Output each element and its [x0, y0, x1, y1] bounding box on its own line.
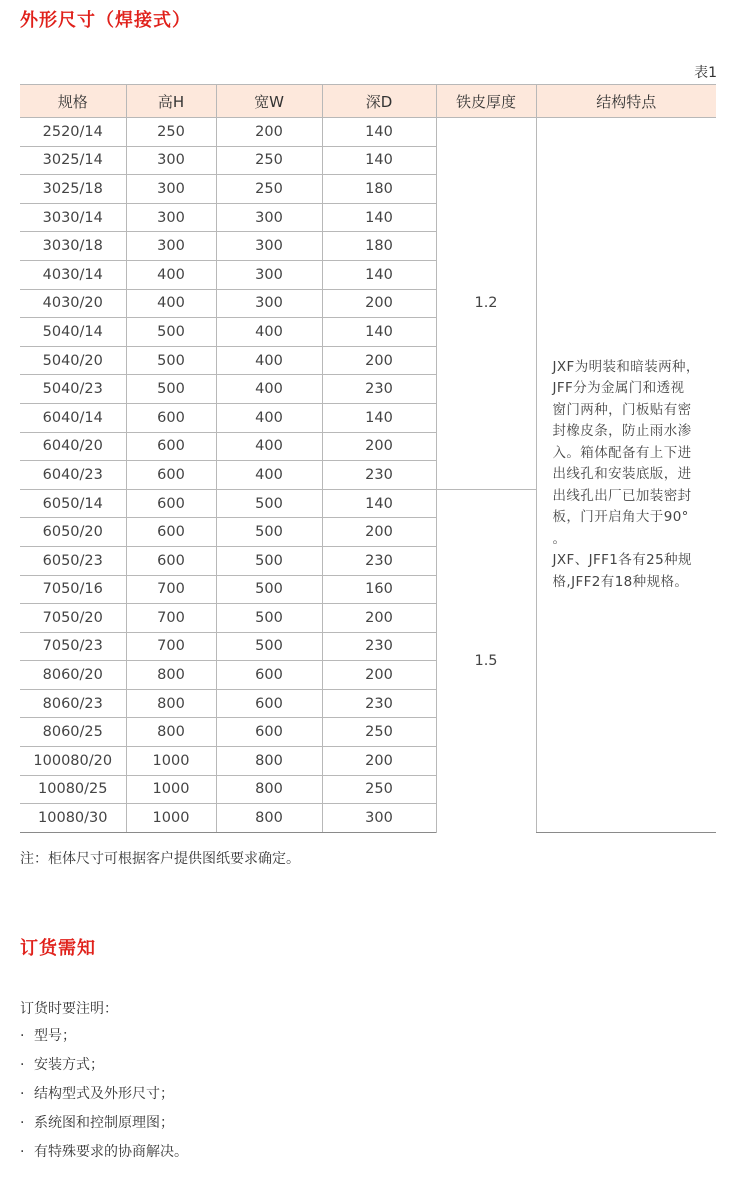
- cell-width: 200: [216, 118, 322, 147]
- header-thickness: 铁皮厚度: [436, 85, 536, 118]
- order-list: [20, 1026, 188, 1171]
- cell-depth: 200: [322, 289, 436, 318]
- cell-spec: 7050/16: [20, 575, 126, 604]
- order-item-text: 安装方式；: [34, 1057, 104, 1073]
- cell-height: 400: [126, 260, 216, 289]
- cell-height: 400: [126, 289, 216, 318]
- cell-depth: 200: [322, 604, 436, 633]
- cell-width: 300: [216, 260, 322, 289]
- cell-depth: 140: [322, 260, 436, 289]
- bullet-icon: ·: [20, 1028, 25, 1044]
- cell-spec: 7050/23: [20, 632, 126, 661]
- cell-spec: 6040/23: [20, 461, 126, 490]
- cell-spec: 6050/23: [20, 546, 126, 575]
- cell-height: 300: [126, 146, 216, 175]
- features-line: 格,JFF2有18种规格。: [552, 573, 689, 590]
- cell-height: 700: [126, 604, 216, 633]
- dimensions-table: [20, 84, 716, 833]
- cell-depth: 250: [322, 718, 436, 747]
- cell-features: [536, 118, 716, 833]
- cell-height: 250: [126, 118, 216, 147]
- order-list-item: [20, 1142, 188, 1171]
- order-item-text: 结构型式及外形尺寸；: [34, 1086, 174, 1102]
- features-line: JXF为明装和暗装两种，: [552, 358, 700, 375]
- cell-width: 500: [216, 632, 322, 661]
- cell-width: 400: [216, 432, 322, 461]
- cell-height: 700: [126, 575, 216, 604]
- cell-spec: 8060/25: [20, 718, 126, 747]
- features-line: 板，门开启角大于90° 。: [552, 509, 689, 547]
- cell-depth: 140: [322, 489, 436, 518]
- cell-width: 400: [216, 461, 322, 490]
- cell-width: 600: [216, 661, 322, 690]
- cell-spec: 3025/14: [20, 146, 126, 175]
- cell-height: 1000: [126, 804, 216, 833]
- cell-spec: 4030/14: [20, 260, 126, 289]
- cell-spec: 3025/18: [20, 175, 126, 204]
- cell-height: 600: [126, 489, 216, 518]
- features-line: 出线孔和安装底版，进: [552, 466, 692, 483]
- cell-height: 1000: [126, 747, 216, 776]
- cell-height: 800: [126, 661, 216, 690]
- features-line: 封橡皮条，防止雨水渗: [552, 423, 692, 440]
- cell-depth: 200: [322, 518, 436, 547]
- cell-depth: 230: [322, 461, 436, 490]
- cell-spec: 5040/23: [20, 375, 126, 404]
- cell-width: 500: [216, 575, 322, 604]
- cell-spec: 5040/14: [20, 318, 126, 347]
- cell-thickness: 1.5: [436, 489, 536, 832]
- cell-depth: 140: [322, 118, 436, 147]
- cell-depth: 180: [322, 175, 436, 204]
- section-title-ordering: 订货需知: [20, 938, 96, 959]
- bullet-icon: ·: [20, 1115, 25, 1131]
- cell-depth: 200: [322, 747, 436, 776]
- cell-height: 300: [126, 203, 216, 232]
- cell-height: 800: [126, 689, 216, 718]
- cell-width: 300: [216, 289, 322, 318]
- table-row: [20, 118, 716, 147]
- header-features: 结构特点: [536, 85, 716, 118]
- header-width: 宽W: [216, 85, 322, 118]
- order-item-text: 有特殊要求的协商解决。: [34, 1144, 188, 1160]
- section-title-dimensions: 外形尺寸（焊接式）: [20, 10, 191, 31]
- cell-spec: 8060/23: [20, 689, 126, 718]
- order-intro: 订货时要注明：: [20, 1001, 118, 1017]
- cell-width: 600: [216, 689, 322, 718]
- order-list-item: [20, 1113, 188, 1142]
- cell-spec: 100080/20: [20, 747, 126, 776]
- cell-width: 300: [216, 232, 322, 261]
- cell-width: 800: [216, 804, 322, 833]
- cell-spec: 8060/20: [20, 661, 126, 690]
- cell-depth: 230: [322, 546, 436, 575]
- cell-depth: 140: [322, 318, 436, 347]
- cell-width: 250: [216, 175, 322, 204]
- cell-height: 300: [126, 175, 216, 204]
- header-spec: 规格: [20, 85, 126, 118]
- cell-depth: 250: [322, 775, 436, 804]
- header-height: 高H: [126, 85, 216, 118]
- cell-height: 500: [126, 375, 216, 404]
- cell-depth: 230: [322, 632, 436, 661]
- cell-spec: 6050/20: [20, 518, 126, 547]
- cell-spec: 6040/20: [20, 432, 126, 461]
- cell-spec: 3030/14: [20, 203, 126, 232]
- bullet-icon: ·: [20, 1144, 25, 1160]
- cell-width: 500: [216, 518, 322, 547]
- cell-height: 500: [126, 346, 216, 375]
- note-text: 注：柜体尺寸可根据客户提供图纸要求确定。: [20, 851, 300, 867]
- cell-depth: 180: [322, 232, 436, 261]
- cell-height: 300: [126, 232, 216, 261]
- cell-depth: 300: [322, 804, 436, 833]
- cell-height: 1000: [126, 775, 216, 804]
- cell-width: 300: [216, 203, 322, 232]
- cell-height: 500: [126, 318, 216, 347]
- cell-spec: 10080/25: [20, 775, 126, 804]
- features-line: JXF、JFF1各有25种规: [552, 552, 692, 569]
- header-depth: 深D: [322, 85, 436, 118]
- cell-height: 700: [126, 632, 216, 661]
- cell-height: 600: [126, 461, 216, 490]
- cell-spec: 4030/20: [20, 289, 126, 318]
- bullet-icon: ·: [20, 1057, 25, 1073]
- cell-width: 250: [216, 146, 322, 175]
- cell-spec: 10080/30: [20, 804, 126, 833]
- cell-width: 400: [216, 375, 322, 404]
- order-item-text: 系统图和控制原理图；: [34, 1115, 174, 1131]
- cell-depth: 140: [322, 146, 436, 175]
- cell-spec: 5040/20: [20, 346, 126, 375]
- order-list-item: [20, 1055, 188, 1084]
- cell-depth: 160: [322, 575, 436, 604]
- cell-depth: 200: [322, 346, 436, 375]
- order-item-text: 型号；: [34, 1028, 76, 1044]
- order-list-item: [20, 1084, 188, 1113]
- cell-depth: 140: [322, 203, 436, 232]
- cell-width: 600: [216, 718, 322, 747]
- cell-depth: 140: [322, 403, 436, 432]
- cell-width: 800: [216, 747, 322, 776]
- cell-height: 600: [126, 546, 216, 575]
- features-line: 出线孔出厂已加装密封: [552, 487, 692, 504]
- cell-depth: 230: [322, 375, 436, 404]
- table-header-row: [20, 85, 716, 118]
- cell-spec: 6040/14: [20, 403, 126, 432]
- cell-width: 500: [216, 546, 322, 575]
- cell-depth: 200: [322, 661, 436, 690]
- table-label: 表1: [694, 65, 717, 81]
- features-line: 入。箱体配备有上下进: [552, 444, 692, 461]
- cell-height: 600: [126, 518, 216, 547]
- cell-height: 800: [126, 718, 216, 747]
- cell-spec: 7050/20: [20, 604, 126, 633]
- bullet-icon: ·: [20, 1086, 25, 1102]
- cell-spec: 2520/14: [20, 118, 126, 147]
- cell-thickness: 1.2: [436, 118, 536, 490]
- cell-width: 400: [216, 346, 322, 375]
- cell-height: 600: [126, 403, 216, 432]
- cell-spec: 6050/14: [20, 489, 126, 518]
- cell-width: 400: [216, 318, 322, 347]
- cell-spec: 3030/18: [20, 232, 126, 261]
- order-list-item: [20, 1026, 188, 1055]
- features-line: 窗门两种，门板贴有密: [552, 401, 692, 418]
- cell-width: 800: [216, 775, 322, 804]
- cell-width: 500: [216, 604, 322, 633]
- cell-width: 400: [216, 403, 322, 432]
- cell-depth: 200: [322, 432, 436, 461]
- cell-height: 600: [126, 432, 216, 461]
- cell-depth: 230: [322, 689, 436, 718]
- features-line: JFF分为金属门和透视: [552, 380, 685, 397]
- cell-width: 500: [216, 489, 322, 518]
